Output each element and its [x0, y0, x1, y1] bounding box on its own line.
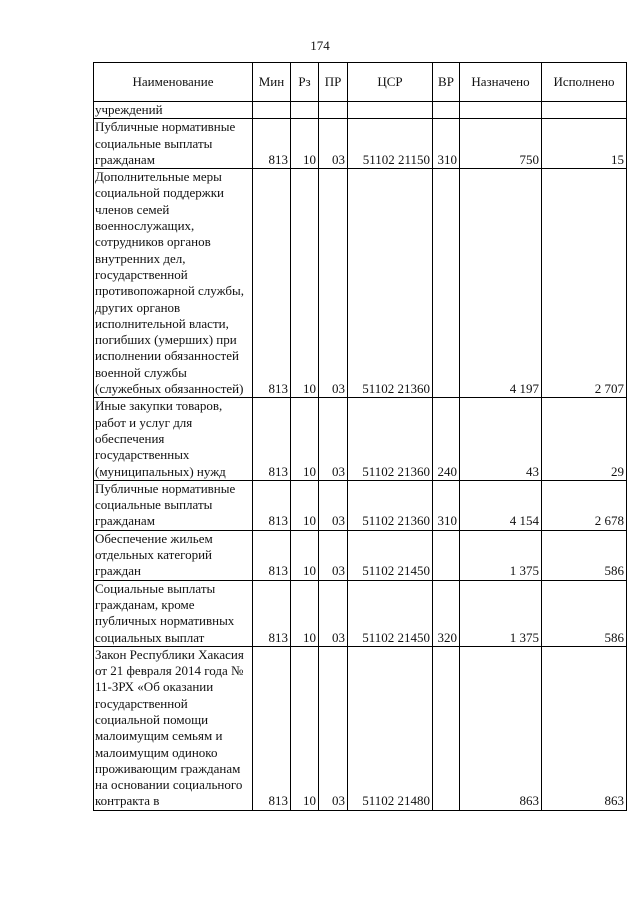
row-assigned: 750 [460, 119, 542, 169]
row-csr: 51102 21450 [348, 580, 433, 646]
row-name: учреждений [94, 102, 253, 119]
row-assigned: 1 375 [460, 530, 542, 580]
header-pr: ПР [319, 63, 348, 102]
row-min: 813 [253, 169, 291, 398]
header-name: Наименование [94, 63, 253, 102]
row-executed: 586 [542, 530, 627, 580]
row-min: 813 [253, 646, 291, 810]
row-vr: 320 [433, 580, 460, 646]
row-csr: 51102 21360 [348, 480, 433, 530]
row-name: Дополнительные меры социальной поддержки членов семей военнослужащих, сотрудников органов внутренних дел, государственной противопожарной службы, других органов исполнительной власти, погибших (умерших) при исполнении обязанностей военной службы (служебных обязанностей) [94, 169, 253, 398]
table-row [94, 119, 627, 169]
row-pr: 03 [319, 530, 348, 580]
row-name: Закон Республики Хакасия от 21 февраля 2014 года № 11-ЗРХ «Об оказании государственной социальной помощи малоимущим семьям и малоимущим одиноко проживающим гражданам на основании социального контракта в [94, 646, 253, 810]
header-csr: ЦСР [348, 63, 433, 102]
table-row [94, 480, 627, 530]
table-row [94, 530, 627, 580]
table-header-row [94, 63, 627, 102]
table-row [94, 580, 627, 646]
row-min: 813 [253, 398, 291, 480]
row-executed: 15 [542, 119, 627, 169]
header-rz: Рз [291, 63, 319, 102]
row-assigned: 1 375 [460, 580, 542, 646]
row-pr [319, 102, 348, 119]
row-name: Публичные нормативные социальные выплаты гражданам [94, 119, 253, 169]
row-executed: 586 [542, 580, 627, 646]
table-row [94, 398, 627, 480]
row-name: Обеспечение жильем отдельных категорий граждан [94, 530, 253, 580]
row-csr: 51102 21450 [348, 530, 433, 580]
row-csr: 51102 21360 [348, 169, 433, 398]
row-pr: 03 [319, 169, 348, 398]
row-rz: 10 [291, 398, 319, 480]
page-number: 174 [310, 38, 330, 53]
row-pr: 03 [319, 119, 348, 169]
header-vr: ВР [433, 63, 460, 102]
row-executed: 2 707 [542, 169, 627, 398]
row-assigned: 43 [460, 398, 542, 480]
row-vr: 310 [433, 119, 460, 169]
table-row [94, 102, 627, 119]
row-assigned: 863 [460, 646, 542, 810]
row-vr: 240 [433, 398, 460, 480]
header-min: Мин [253, 63, 291, 102]
row-min: 813 [253, 480, 291, 530]
table-row [94, 169, 627, 398]
row-name: Иные закупки товаров, работ и услуг для обеспечения государственных (муниципальных) нужд [94, 398, 253, 480]
header-assigned: Назначено [460, 63, 542, 102]
row-rz [291, 102, 319, 119]
row-name: Социальные выплаты гражданам, кроме публичных нормативных социальных выплат [94, 580, 253, 646]
row-rz: 10 [291, 646, 319, 810]
row-rz: 10 [291, 580, 319, 646]
row-vr [433, 102, 460, 119]
row-pr: 03 [319, 480, 348, 530]
budget-table [93, 62, 627, 811]
row-pr: 03 [319, 646, 348, 810]
row-vr [433, 646, 460, 810]
row-min: 813 [253, 119, 291, 169]
row-csr: 51102 21480 [348, 646, 433, 810]
row-assigned [460, 102, 542, 119]
row-rz: 10 [291, 169, 319, 398]
row-min: 813 [253, 580, 291, 646]
row-min: 813 [253, 530, 291, 580]
row-assigned: 4 197 [460, 169, 542, 398]
row-name: Публичные нормативные социальные выплаты гражданам [94, 480, 253, 530]
row-vr [433, 530, 460, 580]
row-assigned: 4 154 [460, 480, 542, 530]
row-executed [542, 102, 627, 119]
row-rz: 10 [291, 530, 319, 580]
header-executed: Исполнено [542, 63, 627, 102]
row-vr: 310 [433, 480, 460, 530]
row-pr: 03 [319, 580, 348, 646]
row-rz: 10 [291, 480, 319, 530]
row-executed: 863 [542, 646, 627, 810]
row-pr: 03 [319, 398, 348, 480]
row-vr [433, 169, 460, 398]
row-csr [348, 102, 433, 119]
row-csr: 51102 21360 [348, 398, 433, 480]
table-row [94, 646, 627, 810]
row-executed: 2 678 [542, 480, 627, 530]
row-rz: 10 [291, 119, 319, 169]
row-csr: 51102 21150 [348, 119, 433, 169]
row-min [253, 102, 291, 119]
row-executed: 29 [542, 398, 627, 480]
